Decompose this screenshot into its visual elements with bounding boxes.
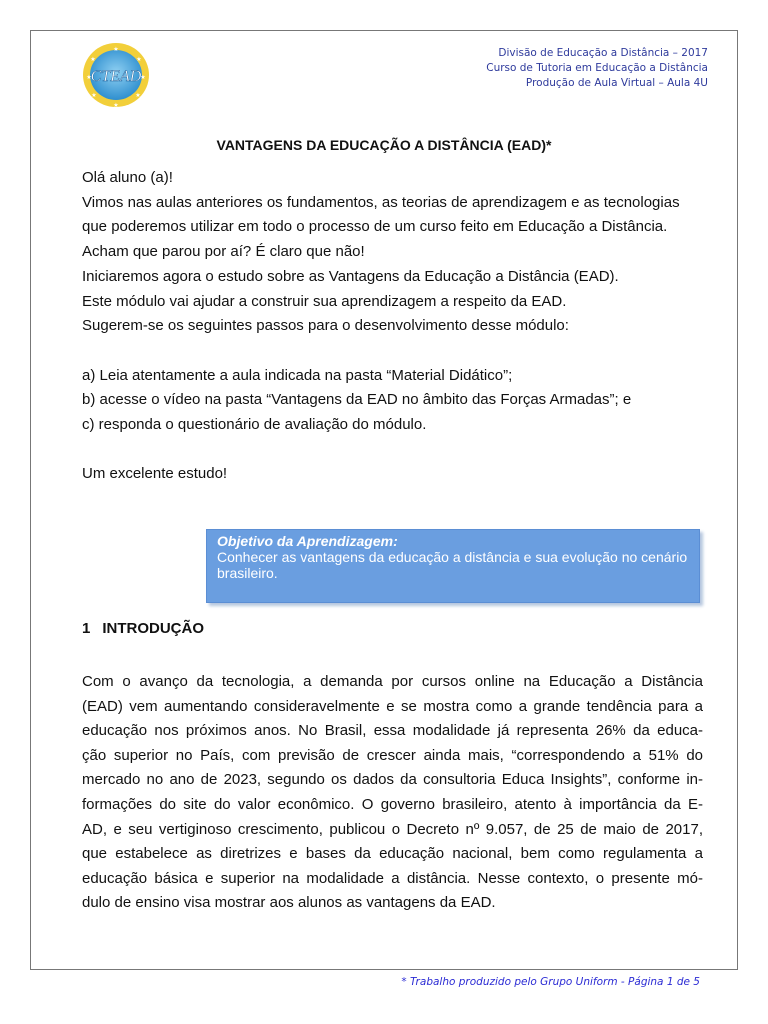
svg-text:★: ★ xyxy=(86,74,92,81)
paragraph-line: Com o avanço da tecnologia, a demanda por cursos online na Educação a Distância xyxy=(82,673,703,690)
header-line: Divisão de Educação a Distância – 2017 xyxy=(498,47,708,59)
step-item: b) acesse o vídeo na pasta “Vantagens da EAD no âmbito das Forças Armadas”; e xyxy=(82,391,632,409)
paragraph-line: (EAD) vem aumentando consideravelmente e se mostra como a grande tendência para a xyxy=(82,697,703,715)
svg-text:★: ★ xyxy=(91,92,97,99)
objective-text: Conhecer as vantagens da educação a distância e sua evolução no cenário brasileiro. xyxy=(217,549,688,581)
intro-line: que poderemos utilizar em todo o processo de um curso feito em Educação a Distância. xyxy=(82,218,668,236)
paragraph-line: formações do site do valor econômico. O governo brasileiro, atento à importância da E- xyxy=(82,795,703,813)
svg-text:★: ★ xyxy=(90,56,96,63)
paragraph-line: AD, e seu vertiginoso crescimento, publicou o Decreto nº 9.057, de 25 de maio de 2017, xyxy=(82,820,703,838)
page-footer: * Trabalho produzido pelo Grupo Uniform - Página 1 de 5 xyxy=(401,976,700,988)
svg-text:★: ★ xyxy=(140,74,146,81)
intro-line: Este módulo vai ajudar a construir sua aprendizagem a respeito da EAD. xyxy=(82,292,567,310)
section-number: 1 xyxy=(82,620,91,637)
paragraph-line: que estabelece as diretrizes e bases da educação nacional, bem como regulamenta a xyxy=(82,845,703,863)
intro-line: Vimos nas aulas anteriores os fundamentos, as teorias de aprendizagem e as tecnologias xyxy=(82,193,680,211)
logo-text: CTEAD xyxy=(90,68,142,85)
paragraph-line: mercado no ano de 2023, segundo os dados da consultoria Educa Insights”, conforme in- xyxy=(82,771,703,789)
document-title: VANTAGENS DA EDUCAÇÃO A DISTÂNCIA (EAD)* xyxy=(216,137,552,153)
paragraph-line: educação nos próximos anos. No Brasil, essa modalidade já representa 26% da educa- xyxy=(82,722,703,740)
intro-line: Sugerem-se os seguintes passos para o desenvolvimento desse módulo: xyxy=(82,317,569,335)
paragraph-line: educação básica e superior na modalidade a distância. Nesse contexto, o presente mó- xyxy=(82,869,703,887)
learning-objective-box xyxy=(206,529,700,603)
header-line: Curso de Tutoria em Educação a Distância xyxy=(486,62,708,74)
svg-text:★: ★ xyxy=(113,46,119,53)
introduction-paragraph xyxy=(82,670,703,916)
step-item: a) Leia atentamente a aula indicada na pasta “Material Didático”; xyxy=(82,366,513,384)
greeting: Olá aluno (a)! xyxy=(82,169,173,186)
intro-line: Iniciaremos agora o estudo sobre as Vantagens da Educação a Distância (EAD). xyxy=(82,267,619,285)
svg-text:★: ★ xyxy=(136,56,142,63)
cteadlogo-seal xyxy=(81,41,151,109)
paragraph-line: ção superior no País, com previsão de crescer ainda mais, “correspondendo a 51% do xyxy=(82,746,703,764)
header-line: Produção de Aula Virtual – Aula 4U xyxy=(525,77,708,89)
closing-line: Um excelente estudo! xyxy=(82,465,228,483)
svg-text:★: ★ xyxy=(113,102,119,109)
section-heading xyxy=(82,620,204,637)
svg-text:★: ★ xyxy=(135,92,141,99)
intro-section xyxy=(82,166,722,487)
objective-label: Objetivo da Aprendizagem: xyxy=(217,533,398,549)
document-header xyxy=(486,46,708,91)
paragraph-line: dulo de ensino visa mostrar aos alunos as vantagens da EAD. xyxy=(82,894,496,912)
intro-line: Acham que parou por aí? É claro que não! xyxy=(82,243,365,261)
step-item: c) responda o questionário de avaliação do módulo. xyxy=(82,416,427,434)
section-title: INTRODUÇÃO xyxy=(102,620,205,637)
